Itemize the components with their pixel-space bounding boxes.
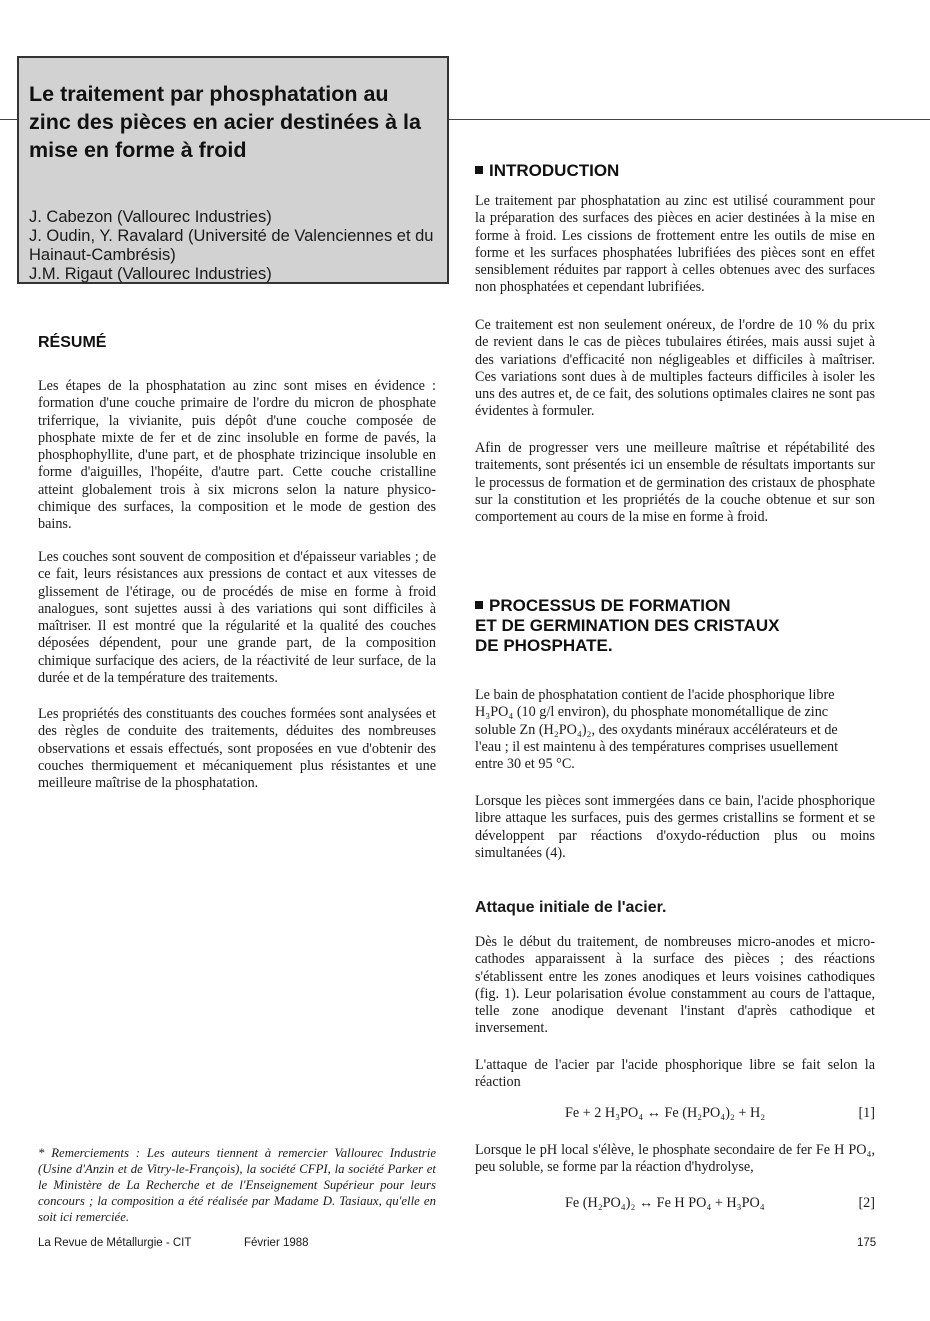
page-number: 175 [857, 1237, 877, 1249]
bullet-square-icon [475, 166, 483, 174]
footnote: * Remerciements : Les auteurs tiennent à remercier Vallourec Industrie (Usine d'Anzin et de Vitry-le-François), la société CFPI, la société Parker et le Ministère de La Recherche et de l'Enseignement Supérieur pour leurs concours ; la composition a été réalisée par Madame D. Tasiaux, qu'elle en soit ici remerciée. [38, 1145, 436, 1224]
resume-paragraph-2: Les couches sont souvent de composition et d'épaisseur variables ; de ce fait, leurs résistances aux pressions de contact et aux vitesses de glissement de l'étirage, ou de procédés de mise en forme à froid analogues, sont sujettes aussi à des variations qui sont difficiles à maîtriser. Il est montré que la régularité et la qualité des couches déposées dépendent, pour une grande part, de la composition chimique surfacique des aciers, de la réactivité de leur surface, de la durée et de la température des traitements. [38, 549, 436, 687]
author-list [29, 208, 435, 284]
attaque-paragraph-3: Lorsque le pH local s'élève, le phosphate secondaire de fer Fe H PO₄, peu soluble, se forme par la réaction d'hydrolyse, [475, 1142, 875, 1176]
title-box [17, 56, 449, 284]
author-line: J. Oudin, Y. Ravalard (Université de Valenciennes et du Hainaut-Cambrésis) [29, 227, 434, 264]
introduction-paragraph-1: Le traitement par phosphatation au zinc est utilisé couramment pour la préparation des surfaces des pièces en acier destinées à la mise en forme à froid. Les cissions de frottement entre les outils de mise en forme et les surfaces phosphatées lubrifiées des pièces sont en effet sensiblement réduites par rapport à celles obtenues avec des surfaces non phosphatées et cependant lubrifiées. [475, 193, 875, 296]
article-title: Le traitement par phosphatation au zinc des pièces en acier destinées à la mise en forme à froid [29, 82, 421, 162]
resume-section [38, 333, 436, 353]
bullet-square-icon [475, 601, 483, 609]
resume-heading: RÉSUMÉ [38, 334, 107, 351]
resume-paragraph-1: Les étapes de la phosphatation au zinc sont mises en évidence : formation d'une couche primaire de l'ordre du micron de phosphate triferrique, la vivianite, puis dépôt d'une couche composée de phosphate mixte de fer et de zinc insoluble en forme de pavés, la phosphophyllite, d'une part, et de phosphate trizincique insoluble en forme d'aiguilles, l'hopéite, d'autre part. Cette couche cristalline atteint globalement trois à six microns selon la nature physico-chimique des surfaces, la composition et le mode de gestion des bains. [38, 378, 436, 533]
equation-1: Fe + 2 H₃PO₄ ↔ Fe (H₂PO₄)₂ + H₂ [1] [565, 1105, 875, 1121]
processus-heading: PROCESSUS DE FORMATION ET DE GERMINATION DES CRISTAUX DE PHOSPHATE. [475, 596, 780, 655]
processus-paragraph-1: Le bain de phosphatation contient de l'acide phosphorique libre H₃PO₄ (10 g/l environ), du phosphate monométallique de zinc soluble Zn (H₂PO₄)₂, des oxydants minéraux accélérateurs et de l'eau ; il est maintenu à des températures comprises usuellement entre 30 et 95 °C. [475, 687, 839, 773]
attaque-paragraph-1: Dès le début du traitement, de nombreuses micro-anodes et micro-cathodes apparaissent à la surface des pièces ; des réactions s'établissent entre les zones anodiques et leurs voisines cathodiques (fig. 1). Leur polarisation évolue constamment au cours de l'attaque, telle zone anodique devenant l'instant d'après cathodique et inversement. [475, 934, 875, 1037]
introduction-paragraph-2: Ce traitement est non seulement onéreux, de l'ordre de 10 % du prix de revient dans le cas de pièces tubulaires étirées, mais aussi sujet à des variations d'efficacité non négligeables et difficiles à maîtriser. Ces variations sont dues à de multiples facteurs difficiles à isoler les uns des autres et, de ce fait, des solutions optimales claires ne sont pas évidentes à formuler. [475, 317, 875, 420]
equation-2: Fe (H₂PO₄)₂ ↔ Fe H PO₄ + H₃PO₄ [2] [565, 1195, 875, 1211]
introduction-paragraph-3: Afin de progresser vers une meilleure maîtrise et répétabilité des traitements, sont présentés ici un ensemble de résultats importants sur le processus de formation et de germination des cristaux de phosphate sur la constitution et les propriétés de la couche obtenue et sur son comportement au cours de la mise en forme à froid. [475, 440, 875, 526]
author-line: J. Cabezon (Vallourec Industries) [29, 208, 272, 226]
resume-paragraph-3: Les propriétés des constituants des couches formées sont analysées et des règles de conduite des traitements, déduites des nombreuses observations et essais effectués, sont proposées en vue d'obtenir des couches thermiquement et mécaniquement plus résistantes et une meilleure maîtrise de la phosphatation. [38, 706, 436, 792]
issue-date: Février 1988 [244, 1237, 309, 1249]
author-line: J.M. Rigaut (Vallourec Industries) [29, 265, 272, 283]
attaque-heading: Attaque initiale de l'acier. [475, 899, 667, 916]
journal-name: La Revue de Métallurgie - CIT [38, 1237, 192, 1249]
introduction-heading: INTRODUCTION [475, 161, 875, 181]
attaque-paragraph-2: L'attaque de l'acier par l'acide phosphorique libre se fait selon la réaction [475, 1057, 875, 1091]
processus-paragraph-2: Lorsque les pièces sont immergées dans ce bain, l'acide phosphorique libre attaque les surfaces, puis des germes cristallins se forment et se développent par réactions d'oxydo-réduction plus ou moins simultanées (4). [475, 793, 875, 861]
